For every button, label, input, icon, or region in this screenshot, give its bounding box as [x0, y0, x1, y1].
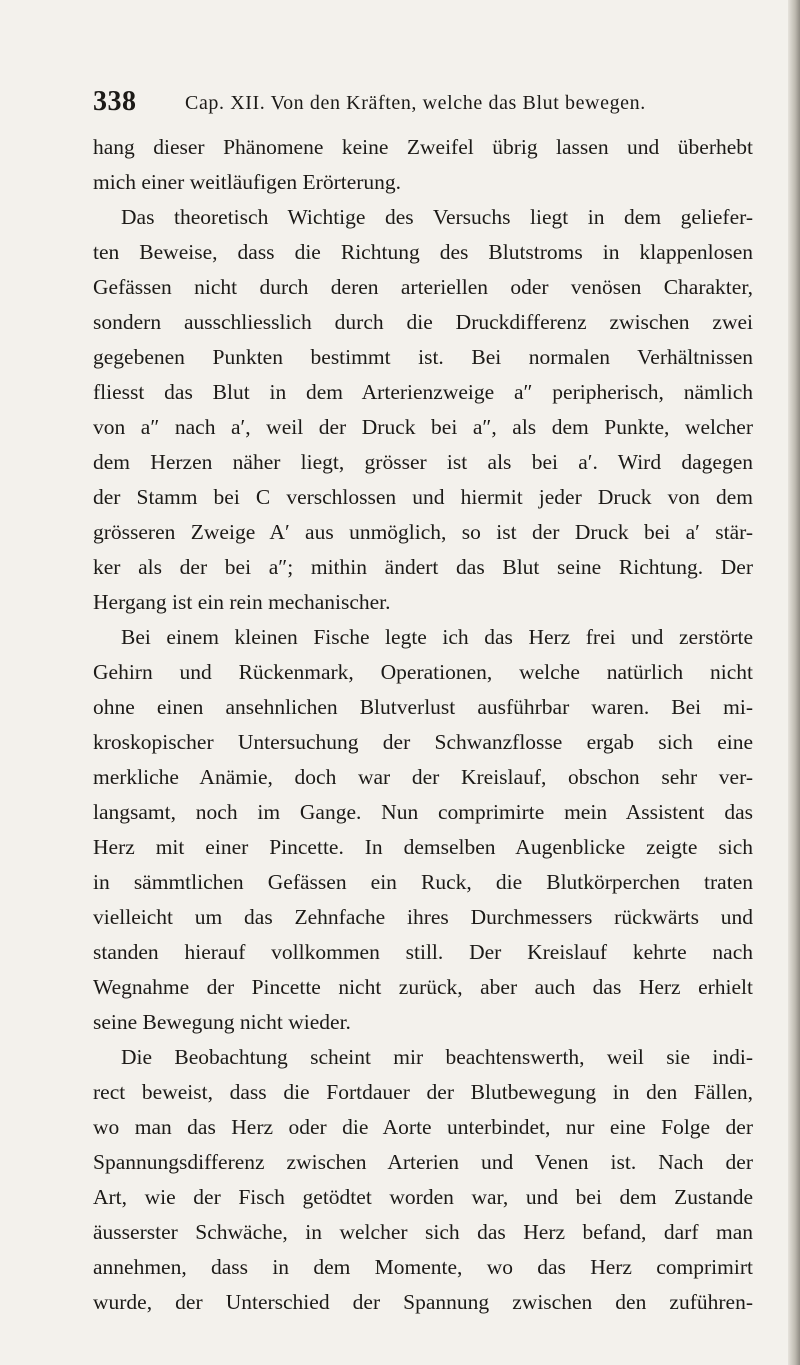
text-line: Das theoretisch Wichtige des Versuchs liegt in dem geliefer-	[121, 205, 753, 229]
text-line: merkliche Anämie, doch war der Kreislauf, obschon sehr ver-	[93, 765, 753, 789]
text-line: Gehirn und Rückenmark, Operationen, welche natürlich nicht	[93, 660, 753, 684]
running-head: Cap. XII. Von den Kräften, welche das Blut bewegen.	[185, 92, 646, 114]
text-line: ohne einen ansehnlichen Blutverlust ausführbar waren. Bei mi-	[93, 695, 753, 719]
text-line: wo man das Herz oder die Aorte unterbindet, nur eine Folge der	[93, 1115, 753, 1139]
text-line: standen hierauf vollkommen still. Der Kreislauf kehrte nach	[93, 940, 753, 964]
text-line: Herz mit einer Pincette. In demselben Augenblicke zeigte sich	[93, 835, 753, 859]
text-line: grösseren Zweige A′ aus unmöglich, so ist der Druck bei a′ stär-	[93, 520, 753, 544]
text-line: annehmen, dass in dem Momente, wo das Herz comprimirt	[93, 1255, 753, 1279]
text-line: Bei einem kleinen Fische legte ich das Herz frei und zerstörte	[121, 625, 753, 649]
body-text	[93, 130, 753, 1320]
text-line: wurde, der Unterschied der Spannung zwischen den zuführen-	[93, 1290, 753, 1314]
text-line: gegebenen Punkten bestimmt ist. Bei normalen Verhältnissen	[93, 345, 753, 369]
text-line: fliesst das Blut in dem Arterienzweige a″ peripherisch, nämlich	[93, 380, 753, 404]
text-line: rect beweist, dass die Fortdauer der Blutbewegung in den Fällen,	[93, 1080, 753, 1104]
text-line: seine Bewegung nicht wieder.	[93, 1010, 351, 1034]
text-line: Wegnahme der Pincette nicht zurück, aber auch das Herz erhielt	[93, 975, 753, 999]
text-line: dem Herzen näher liegt, grösser ist als bei a′. Wird dagegen	[93, 450, 753, 474]
text-line: kroskopischer Untersuchung der Schwanzflosse ergab sich eine	[93, 730, 753, 754]
text-line: in sämmtlichen Gefässen ein Ruck, die Blutkörperchen traten	[93, 870, 753, 894]
text-line: Die Beobachtung scheint mir beachtenswerth, weil sie indi-	[121, 1045, 753, 1069]
text-line: vielleicht um das Zehnfache ihres Durchmessers rückwärts und	[93, 905, 753, 929]
page-edge	[788, 0, 800, 1365]
text-line: der Stamm bei C verschlossen und hiermit jeder Druck von dem	[93, 485, 753, 509]
text-line: mich einer weitläufigen Erörterung.	[93, 170, 402, 194]
text-line: Hergang ist ein rein mechanischer.	[93, 590, 391, 614]
text-line: Art, wie der Fisch getödtet worden war, und bei dem Zustande	[93, 1185, 753, 1209]
text-line: von a″ nach a′, weil der Druck bei a″, als dem Punkte, welcher	[93, 415, 753, 439]
text-line: ten Beweise, dass die Richtung des Blutstroms in klappenlosen	[93, 240, 753, 264]
text-line: Gefässen nicht durch deren arteriellen oder venösen Charakter,	[93, 275, 753, 299]
text-line: hang dieser Phänomene keine Zweifel übrig lassen und überhebt	[93, 135, 753, 159]
page-header	[93, 86, 753, 120]
text-line: Spannungsdifferenz zwischen Arterien und Venen ist. Nach der	[93, 1150, 753, 1174]
text-line: äusserster Schwäche, in welcher sich das Herz befand, darf man	[93, 1220, 753, 1244]
text-line: sondern ausschliesslich durch die Druckdifferenz zwischen zwei	[93, 310, 753, 334]
text-line: langsamt, noch im Gange. Nun comprimirte mein Assistent das	[93, 800, 753, 824]
text-line: ker als der bei a″; mithin ändert das Blut seine Richtung. Der	[93, 555, 753, 579]
page-number: 338	[93, 86, 137, 117]
